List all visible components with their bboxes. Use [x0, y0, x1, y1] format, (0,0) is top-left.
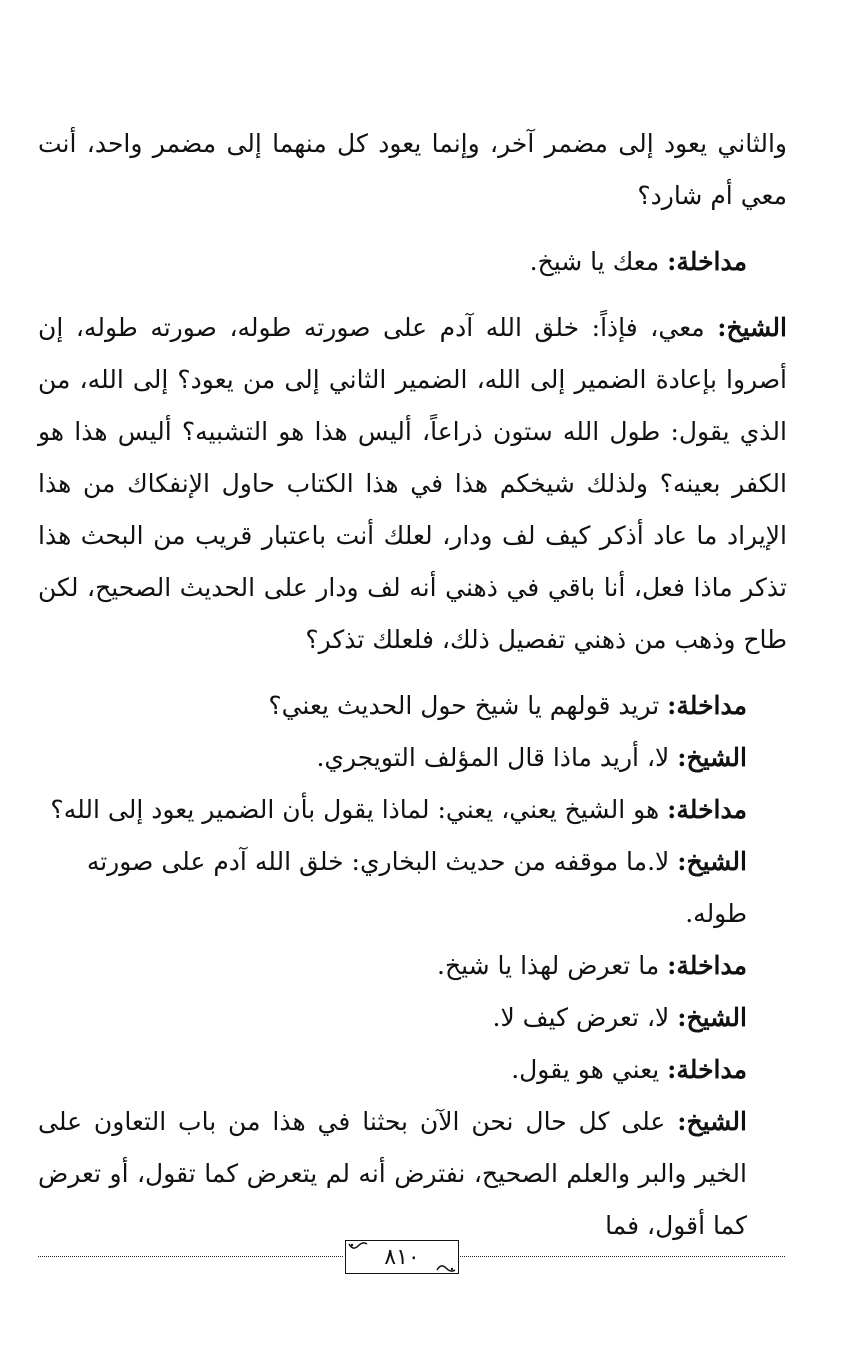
- paragraph-text: معي، فإذاً: خلق الله آدم على صورته طوله، صورته طوله، إن أصروا بإعادة الضمير إلى الله، الضمير الثاني إلى من يعود؟ إلى الله، من الذي يقول: طول الله ستون ذراعاً، أليس هذا هو التشبيه؟ أليس هذا هو الكفر بعينه؟ ولذلك شيخكم هذا في هذا الكتاب حاول الإنفكاك من هذا الإيراد ما عاد أذكر كيف لف ودار، لعلك أنت باعتبار قريب من البحث هذا تذكر ماذا فعل، أنا باقي في ذهني أنه لف ودار على الحديث الصحيح، لكن طاح وذهب من ذهني تفصيل ذلك، فلعلك تذكر؟: [38, 313, 787, 654]
- ornament-icon: [348, 1242, 368, 1252]
- paragraph-text: لا.ما موقفه من حديث البخاري: خلق الله آدم على صورته طوله.: [86, 847, 747, 928]
- paragraph-1: [38, 118, 787, 222]
- page-number: ٨١٠: [384, 1244, 420, 1270]
- paragraph-text: على كل حال نحن الآن بحثنا في هذا من باب التعاون على الخير والبر والعلم الصحيح، نفترض أنه لم يتعرض كما تقول، أو تعرض كما أقول، فما: [38, 1107, 747, 1240]
- paragraph-3: [38, 302, 787, 666]
- footer-dotted-rule-left: [38, 1256, 343, 1257]
- paragraph-text: والثاني يعود إلى مضمر آخر، وإنما يعود كل منهما إلى مضمر واحد، أنت معي أم شارد؟: [38, 129, 787, 210]
- paragraph-text: يعني هو يقول.: [511, 1055, 668, 1084]
- speaker-label: مداخلة:: [667, 691, 747, 720]
- paragraph-9: [38, 992, 787, 1044]
- speaker-label: مداخلة:: [667, 1055, 747, 1084]
- speaker-label: مداخلة:: [667, 951, 747, 980]
- paragraph-8: [38, 940, 787, 992]
- speaker-label: الشيخ:: [677, 847, 747, 876]
- paragraph-5: [38, 732, 787, 784]
- paragraph-text: تريد قولهم يا شيخ حول الحديث يعني؟: [268, 691, 668, 720]
- footer-dotted-rule-right: [458, 1256, 785, 1257]
- speaker-label: الشيخ:: [677, 1107, 747, 1136]
- speaker-label: الشيخ:: [717, 313, 787, 342]
- page-number-box: [345, 1240, 459, 1274]
- paragraph-text: ما تعرض لهذا يا شيخ.: [437, 951, 668, 980]
- paragraph-10: [38, 1044, 787, 1096]
- speaker-label: مداخلة:: [667, 247, 747, 276]
- speaker-label: الشيخ:: [677, 1003, 747, 1032]
- speaker-label: مداخلة:: [667, 795, 747, 824]
- paragraph-4: [38, 680, 787, 732]
- paragraph-text: لا، تعرض كيف لا.: [492, 1003, 678, 1032]
- paragraph-11: [38, 1096, 787, 1252]
- paragraph-text: لا، أريد ماذا قال المؤلف التويجري.: [316, 743, 678, 772]
- paragraph-6: [38, 784, 787, 836]
- paragraph-7: [38, 836, 787, 940]
- paragraph-2: [38, 236, 787, 288]
- paragraph-text: هو الشيخ يعني، يعني: لماذا يقول بأن الضمير يعود إلى الله؟: [50, 795, 668, 824]
- speaker-label: الشيخ:: [677, 743, 747, 772]
- page-body-text: [38, 118, 787, 1266]
- ornament-icon: [436, 1262, 456, 1272]
- paragraph-text: معك يا شيخ.: [529, 247, 668, 276]
